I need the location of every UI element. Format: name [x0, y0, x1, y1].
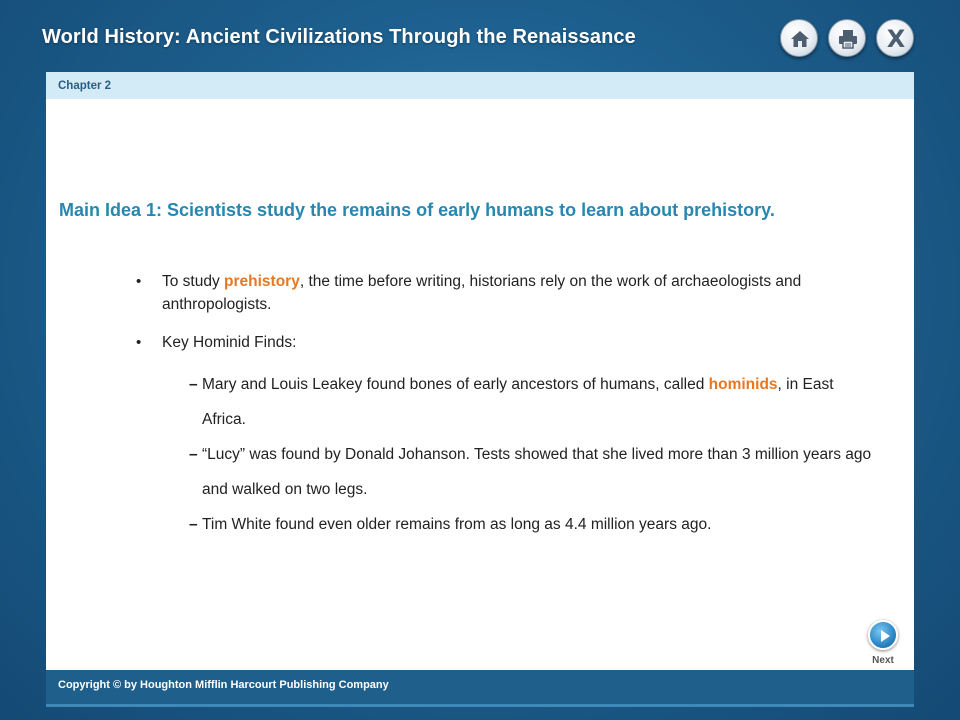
sub-list [189, 367, 876, 542]
bullet-text: Key Hominid Finds: [162, 334, 297, 351]
sub-item [189, 507, 876, 542]
sub-text-pre: Mary and Louis Leakey found bones of early ancestors of humans, called [202, 376, 709, 393]
dash-marker: – [189, 516, 198, 533]
close-button[interactable] [876, 19, 914, 57]
home-button[interactable] [780, 19, 818, 57]
home-icon [789, 28, 811, 50]
dash-marker: – [189, 446, 198, 463]
bullet-marker: • [136, 334, 142, 351]
bullet-list [136, 270, 876, 542]
sub-item [189, 367, 876, 437]
bullet-text-post: , the time before writing, historians rely on the work of archaeologists and anthropologists. [162, 273, 802, 313]
key-term-prehistory: prehistory [224, 273, 300, 290]
bullet-marker: • [136, 273, 142, 290]
print-button[interactable] [828, 19, 866, 57]
chapter-bar [46, 72, 914, 99]
sub-item [189, 437, 876, 507]
next-button[interactable] [868, 620, 898, 650]
close-icon: X [886, 25, 906, 53]
bullet-item [136, 331, 876, 354]
chapter-label: Chapter 2 [58, 80, 112, 92]
sub-text: Tim White found even older remains from as long as 4.4 million years ago. [202, 516, 712, 533]
bullet-item [136, 270, 876, 316]
sub-text: “Lucy” was found by Donald Johanson. Tests showed that she lived more than 3 million years ago and walked on two legs. [202, 446, 872, 498]
key-term-hominids: hominids [708, 376, 778, 393]
next-label[interactable]: Next [872, 655, 894, 666]
print-icon [837, 28, 859, 50]
toolbar [780, 19, 920, 59]
play-arrow-icon [878, 629, 892, 643]
footer-bar [46, 670, 914, 704]
bullet-text-pre: To study [162, 273, 225, 290]
sub-text-post: , in East Africa. [202, 376, 834, 428]
content-panel [46, 72, 914, 670]
main-idea-heading: Main Idea 1: Scientists study the remains of early humans to learn about prehistory. [59, 200, 775, 220]
dash-marker: – [189, 376, 198, 393]
app-title: World History: Ancient Civilizations Through the Renaissance [42, 26, 636, 48]
copyright-text: Copyright © by Houghton Mifflin Harcourt Publishing Company [58, 679, 389, 691]
